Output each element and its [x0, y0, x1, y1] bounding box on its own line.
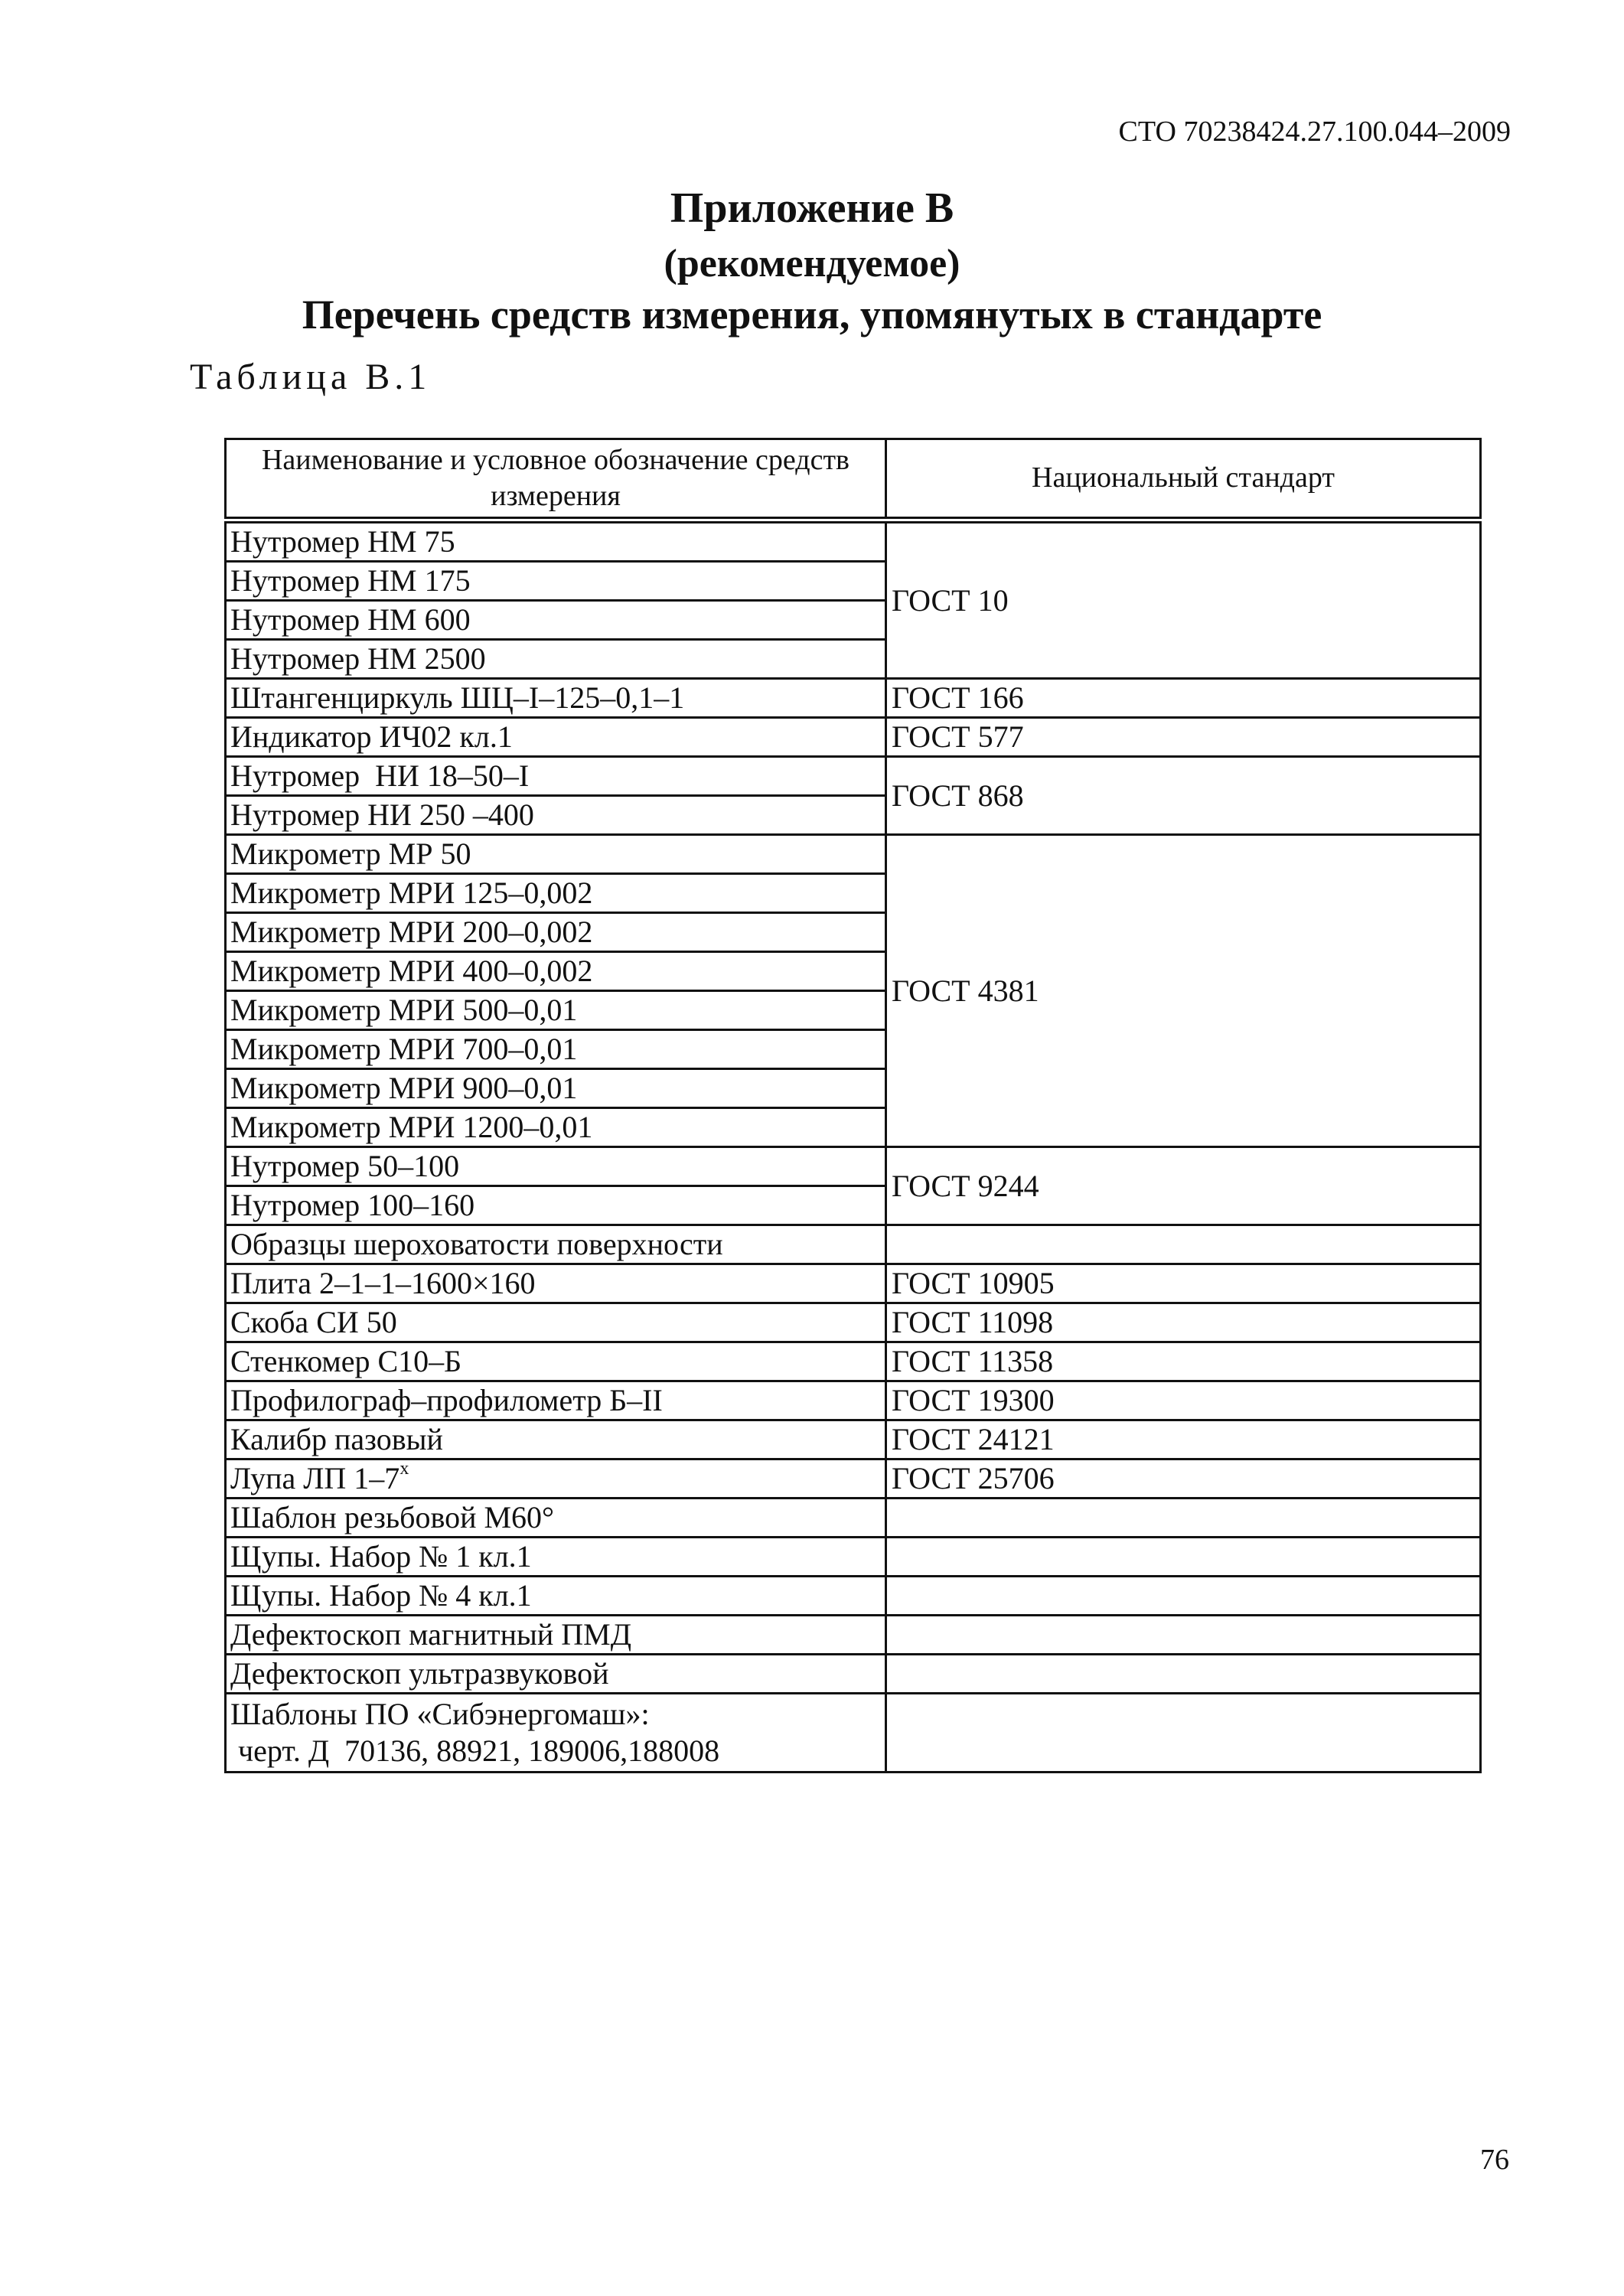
instrument-name-cell: [226, 757, 886, 796]
instrument-name: Микрометр МРИ 500–0,01: [230, 993, 578, 1027]
table-row: [226, 1147, 1481, 1186]
instrument-name: Калибр пазовый: [230, 1422, 443, 1456]
table-row: [226, 1225, 1481, 1264]
national-standard-cell: ГОСТ 4381: [886, 835, 1481, 1147]
table-row: [226, 1342, 1481, 1381]
instrument-name-cell: [226, 679, 886, 718]
table-row: [226, 1420, 1481, 1459]
instrument-name: Нутромер 100–160: [230, 1188, 475, 1222]
appendix-title: Приложение В: [670, 184, 954, 232]
national-standard-cell: ГОСТ 19300: [886, 1381, 1481, 1420]
instrument-name: Щупы. Набор № 1 кл.1: [230, 1539, 532, 1574]
table-row: [226, 1694, 1481, 1773]
table-body: [226, 520, 1481, 1773]
header-instrument-name: Наименование и условное обозначение средств измерения: [226, 439, 886, 520]
instrument-name-cell: [226, 1264, 886, 1303]
instrument-name-superscript: х: [399, 1459, 409, 1479]
instrument-name: Нутромер НМ 175: [230, 563, 471, 598]
instrument-name: Профилограф–профилометр Б–II: [230, 1383, 663, 1417]
instrument-name-cell: [226, 1030, 886, 1069]
table-row: [226, 520, 1481, 562]
instrument-name: Микрометр МРИ 1200–0,01: [230, 1110, 593, 1144]
instruments-table-container: [224, 438, 1479, 1773]
national-standard-cell: [886, 1499, 1481, 1538]
instrument-name-cell: [226, 1616, 886, 1655]
national-standard-cell: ГОСТ 11358: [886, 1342, 1481, 1381]
instrument-name: Нутромер НМ 600: [230, 602, 471, 637]
instrument-name-cell: [226, 835, 886, 874]
table-row: [226, 1303, 1481, 1342]
instrument-name: Нутромер НМ 2500: [230, 641, 486, 676]
instrument-name: Микрометр МРИ 900–0,01: [230, 1071, 578, 1105]
table-row: [226, 1499, 1481, 1538]
instrument-name: Микрометр МР 50: [230, 837, 471, 871]
instrument-name: Шаблон резьбовой М60°: [230, 1500, 555, 1534]
instrument-name-cell: [226, 1538, 886, 1577]
instrument-name-line: черт. Д 70136, 88921, 189006,188008: [230, 1733, 720, 1768]
national-standard-cell: ГОСТ 10905: [886, 1264, 1481, 1303]
national-standard-cell: ГОСТ 25706: [886, 1459, 1481, 1499]
table-row: [226, 718, 1481, 757]
instrument-name-cell: [226, 520, 886, 562]
page-number: 76: [1480, 2144, 1509, 2176]
instrument-name: Индикатор ИЧ02 кл.1: [230, 719, 513, 754]
national-standard-cell: ГОСТ 166: [886, 679, 1481, 718]
instrument-name-cell: [226, 991, 886, 1030]
instrument-name: Микрометр МРИ 700–0,01: [230, 1032, 578, 1066]
instrument-name: Образцы шероховатости поверхности: [230, 1227, 723, 1261]
instrument-name-cell: [226, 1225, 886, 1264]
instrument-name: Штангенциркуль ШЦ–I–125–0,1–1: [230, 680, 685, 715]
appendix-subject: Перечень средств измерения, упомянутых в стандарте: [302, 292, 1322, 338]
instrument-name-cell: [226, 601, 886, 640]
instrument-name: Дефектоскоп магнитный ПМД: [230, 1617, 632, 1652]
instrument-name-cell: [226, 1147, 886, 1186]
table-row: [226, 1381, 1481, 1420]
instrument-name: Нутромер 50–100: [230, 1149, 460, 1183]
instrument-name-cell: [226, 1577, 886, 1616]
table-caption: Таблица В.1: [190, 357, 432, 397]
instrument-name: Плита 2–1–1–1600×160: [230, 1266, 536, 1300]
instrument-name-cell: [226, 1420, 886, 1459]
national-standard-cell: [886, 1694, 1481, 1773]
table-row: [226, 757, 1481, 796]
instrument-name-cell: [226, 1459, 886, 1499]
national-standard-cell: ГОСТ 24121: [886, 1420, 1481, 1459]
instrument-name: Дефектоскоп ультразвуковой: [230, 1656, 609, 1691]
table-row: [226, 1264, 1481, 1303]
instrument-name: Нутромер НИ 18–50–I: [230, 758, 530, 793]
table-row: [226, 835, 1481, 874]
table-row: [226, 1577, 1481, 1616]
table-row: [226, 1538, 1481, 1577]
instrument-name-cell: [226, 913, 886, 952]
instrument-name-cell: [226, 718, 886, 757]
instrument-name-cell: [226, 1694, 886, 1773]
appendix-status: (рекомендуемое): [664, 242, 960, 285]
instrument-name-line: Шаблоны ПО «Сибэнергомаш»:: [230, 1697, 650, 1731]
instrument-name: Лупа ЛП 1–7: [230, 1461, 400, 1495]
national-standard-cell: ГОСТ 9244: [886, 1147, 1481, 1225]
table-row: [226, 1616, 1481, 1655]
instrument-name-cell: [226, 1655, 886, 1694]
national-standard-cell: [886, 1655, 1481, 1694]
instrument-name-cell: [226, 1499, 886, 1538]
national-standard-cell: ГОСТ 577: [886, 718, 1481, 757]
instrument-name-cell: [226, 1303, 886, 1342]
instrument-name-cell: [226, 562, 886, 601]
national-standard-cell: ГОСТ 10: [886, 520, 1481, 679]
document-code: СТО 70238424.27.100.044–2009: [1118, 116, 1511, 148]
instrument-name: Скоба СИ 50: [230, 1305, 397, 1339]
table-row: [226, 1459, 1481, 1499]
national-standard-cell: [886, 1225, 1481, 1264]
instrument-name-cell: [226, 874, 886, 913]
national-standard-cell: [886, 1538, 1481, 1577]
table-row: [226, 1655, 1481, 1694]
header-national-standard: Национальный стандарт: [886, 439, 1481, 520]
instrument-name-cell: [226, 952, 886, 991]
national-standard-cell: ГОСТ 868: [886, 757, 1481, 835]
instrument-name-cell: [226, 1069, 886, 1108]
instrument-name-cell: [226, 1342, 886, 1381]
instrument-name: Микрометр МРИ 400–0,002: [230, 954, 593, 988]
instrument-name: Микрометр МРИ 125–0,002: [230, 876, 593, 910]
instrument-name: Нутромер НИ 250 –400: [230, 797, 534, 832]
national-standard-cell: ГОСТ 11098: [886, 1303, 1481, 1342]
instrument-name: Нутромер НМ 75: [230, 524, 455, 559]
instrument-name-cell: [226, 640, 886, 679]
instrument-name-cell: [226, 1108, 886, 1147]
national-standard-cell: [886, 1577, 1481, 1616]
table-row: [226, 679, 1481, 718]
instrument-name: Стенкомер С10–Б: [230, 1344, 462, 1378]
instruments-table: [224, 438, 1482, 1773]
instrument-name-cell: [226, 1381, 886, 1420]
instrument-name: Щупы. Набор № 4 кл.1: [230, 1578, 532, 1613]
table-header-row: [226, 439, 1481, 520]
instrument-name: Микрометр МРИ 200–0,002: [230, 915, 593, 949]
national-standard-cell: [886, 1616, 1481, 1655]
instrument-name-cell: [226, 796, 886, 835]
instrument-name-cell: [226, 1186, 886, 1225]
